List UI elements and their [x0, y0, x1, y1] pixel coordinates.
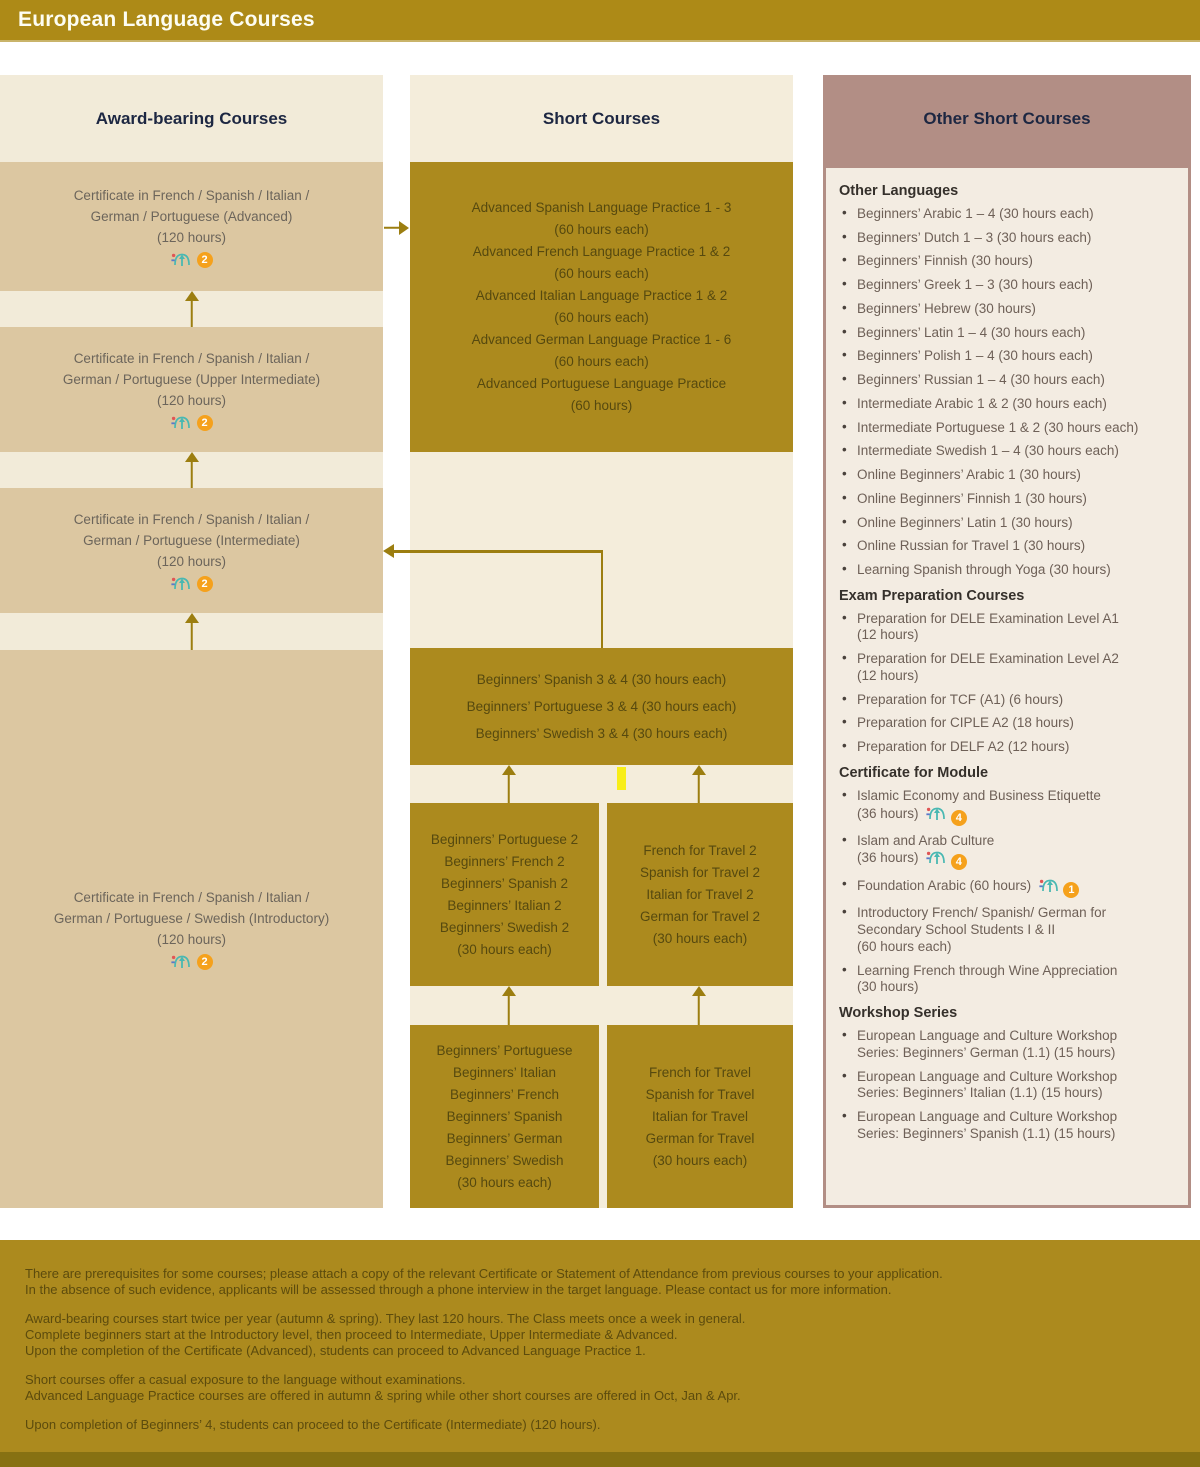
text-line: Advanced German Language Practice 1 - 6	[471, 332, 732, 347]
text-line: French for Travel	[648, 1064, 752, 1080]
text-line: Italian for Travel 2	[646, 886, 754, 902]
course-list-item: • Islam and Arab Culture (36 hours) 4	[842, 831, 995, 869]
course-list-item: • Preparation for DELE Examination Level A1 (12 hours)	[842, 609, 1119, 643]
level-badge: 2	[197, 954, 213, 970]
footer-paragraph	[25, 1417, 1175, 1433]
certificate-text-line: Certificate in French / Spanish / Italian /	[73, 511, 310, 527]
level-badge: 1	[1063, 882, 1079, 898]
text-line: Beginners’ Italian	[452, 1064, 557, 1080]
text-line: Advanced French Language Practice 1 & 2	[472, 244, 731, 259]
arrow-up-icon	[501, 765, 516, 803]
certificate-text-line: (120 hours)	[156, 932, 227, 947]
arrow-up-icon	[184, 291, 199, 327]
scholar-icon-slot	[171, 953, 192, 971]
text-line: Beginners’ Portuguese 2	[430, 831, 579, 847]
text-line: Upon completion of Beginners’ 4, students can proceed to the Certificate (Intermediate) (120 hours).	[25, 1417, 601, 1432]
section-certificate-for-module	[839, 765, 1175, 996]
icon-row	[171, 251, 213, 269]
level-badge: 2	[197, 415, 213, 431]
arrow-right-icon	[384, 220, 409, 235]
text-line: French for Travel 2	[643, 842, 757, 858]
bullet-icon: •	[842, 714, 847, 730]
text-line: (60 hours each)	[554, 222, 649, 237]
beginners-2-box	[410, 803, 599, 986]
text-line: Beginners’ French	[449, 1086, 560, 1102]
course-list-item: • Preparation for DELF A2 (12 hours)	[842, 738, 1070, 755]
connector-line	[601, 550, 604, 648]
beginners-1-box	[410, 1025, 599, 1208]
text-line: In the absence of such evidence, applicants will be assessed through a phone interview in the target language. Please contact us for more information.	[25, 1282, 892, 1297]
text-line: Upon the completion of the Certificate (Advanced), students can proceed to Advanced Language Practice 1.	[25, 1343, 646, 1358]
bullet-icon: •	[842, 1027, 847, 1043]
bullet-icon: •	[842, 537, 847, 553]
certificate-text-line: German / Portuguese (Advanced)	[90, 208, 293, 224]
beginners-3-4-box	[410, 648, 793, 765]
scholar-icon	[171, 414, 192, 430]
course-list-item: • Beginners’ Polish 1 – 4 (30 hours each)	[842, 347, 1093, 364]
scholar-icon	[171, 575, 192, 591]
award-column-title: Award-bearing Courses	[95, 109, 288, 128]
bullet-icon: •	[842, 323, 847, 339]
text-line: (60 hours each)	[554, 310, 649, 325]
course-list-item: • Online Beginners’ Latin 1 (30 hours)	[842, 513, 1073, 530]
bullet-icon: •	[842, 347, 847, 363]
text-line: Beginners’ German	[446, 1130, 563, 1146]
course-list-item: • Intermediate Portuguese 1 & 2 (30 hours each)	[842, 418, 1139, 435]
course-list-item: • Beginners’ Russian 1 – 4 (30 hours each)	[842, 371, 1105, 388]
yellow-highlight-mark	[617, 767, 626, 790]
bullet-icon: •	[842, 371, 847, 387]
bullet-icon: •	[842, 876, 847, 892]
scholar-icon	[926, 849, 947, 865]
course-list-item: • European Language and Culture Workshop Series: Beginners’ Spanish (1.1) (15 hours)	[842, 1107, 1118, 1141]
course-list-item: • European Language and Culture Workshop Series: Beginners’ Italian (1.1) (15 hours)	[842, 1067, 1118, 1101]
bullet-icon: •	[842, 276, 847, 292]
bullet-icon: •	[842, 513, 847, 529]
text-line: Beginners’ French 2	[444, 853, 565, 869]
text-line: Beginners’ Portuguese 3 & 4 (30 hours each)	[466, 699, 737, 714]
level-badge: 4	[951, 854, 967, 870]
course-list-item: • Beginners’ Dutch 1 – 3 (30 hours each)	[842, 228, 1092, 245]
footer-paragraph	[25, 1372, 1175, 1404]
course-list-item: • Beginners’ Greek 1 – 3 (30 hours each)	[842, 276, 1093, 293]
scholar-icon-slot	[171, 251, 192, 269]
course-list-item: • Islamic Economy and Business Etiquette (36 hours) 4	[842, 786, 1101, 824]
other-short-courses-panel	[823, 165, 1191, 1208]
section-workshop-series	[839, 1005, 1175, 1142]
bullet-icon: •	[842, 961, 847, 977]
bullet-icon: •	[842, 831, 847, 847]
course-list-item: • Beginners’ Hebrew (30 hours)	[842, 299, 1036, 316]
footer-notes	[0, 1240, 1200, 1452]
section-other-languages	[839, 183, 1175, 579]
short-column-title: Short Courses	[542, 109, 661, 128]
course-list-item: • Preparation for CIPLE A2 (18 hours)	[842, 714, 1074, 731]
course-list-item: • Online Russian for Travel 1 (30 hours)	[842, 537, 1086, 554]
bullet-icon: •	[842, 466, 847, 482]
section-heading: Workshop Series	[839, 1005, 958, 1022]
bullet-icon: •	[842, 1107, 847, 1123]
text-line: Complete beginners start at the Introductory level, then proceed to Intermediate, Upper Intermediate & Advanced.	[25, 1327, 678, 1342]
page-title: European Language Courses	[18, 8, 315, 31]
text-line: Italian for Travel	[651, 1108, 749, 1124]
certificate-text-line: (120 hours)	[156, 392, 227, 408]
bullet-icon: •	[842, 228, 847, 244]
course-list-item: • Intermediate Swedish 1 – 4 (30 hours each)	[842, 442, 1119, 459]
text-line: Beginners’ Swedish 2	[439, 919, 570, 935]
course-list-item: • Introductory French/ Spanish/ German for Secondary School Students I & II (60 hours each)	[842, 904, 1107, 954]
icon-row	[171, 575, 213, 593]
level-badge: 4	[951, 810, 967, 826]
certificate-text-line: (120 hours)	[156, 229, 227, 245]
arrow-left-icon	[383, 544, 394, 558]
course-list	[839, 788, 1175, 996]
course-list-item: • Beginners’ Arabic 1 – 4 (30 hours each)	[842, 205, 1094, 221]
text-line: (30 hours each)	[652, 1152, 748, 1168]
text-line: Beginners’ Italian 2	[447, 897, 562, 913]
other-column-title: Other Short Courses	[923, 109, 1091, 128]
bullet-icon: •	[842, 650, 847, 666]
certificate-text-line: (120 hours)	[156, 553, 227, 569]
certificate-text-line: German / Portuguese / Swedish (Introductory)	[53, 911, 330, 926]
section-exam-preparation	[839, 588, 1175, 756]
text-line: German for Travel	[645, 1130, 755, 1146]
section-heading: Exam Preparation Courses	[839, 587, 1025, 604]
text-line: Advanced Italian Language Practice 1 & 2	[475, 288, 728, 303]
text-line: (30 hours each)	[652, 930, 748, 946]
course-list-item: • Learning Spanish through Yoga (30 hours)	[842, 561, 1111, 578]
footer-paragraph	[25, 1311, 1175, 1359]
course-list-item: • Beginners’ Finnish (30 hours)	[842, 252, 1033, 269]
text-line: Beginners’ Swedish 3 & 4 (30 hours each)	[475, 726, 728, 741]
text-line: Advanced Spanish Language Practice 1 - 3	[471, 200, 732, 215]
arrow-up-icon	[184, 613, 199, 650]
bullet-icon: •	[842, 738, 847, 754]
text-line: Award-bearing courses start twice per year (autumn & spring). They last 120 hours. The Class meets once a week in general.	[25, 1311, 746, 1326]
travel-1-box	[607, 1025, 793, 1208]
scholar-icon	[171, 251, 192, 267]
text-line: Short courses offer a casual exposure to the language without examinations.	[25, 1372, 466, 1387]
course-list-item: • Intermediate Arabic 1 & 2 (30 hours each)	[842, 394, 1107, 411]
level-badge: 2	[197, 576, 213, 592]
course-list-item: • Learning French through Wine Appreciation (30 hours)	[842, 961, 1118, 995]
scholar-icon	[171, 953, 192, 969]
certificate-box-introductory	[0, 650, 383, 1208]
scholar-icon-slot	[171, 575, 192, 593]
page-header-bar	[0, 0, 1200, 42]
connector-line	[394, 550, 603, 553]
bullet-icon: •	[842, 609, 847, 625]
scholar-icon-slot	[171, 414, 192, 432]
text-line: (60 hours each)	[554, 266, 649, 281]
course-list-item: • Online Beginners’ Finnish 1 (30 hours)	[842, 489, 1087, 506]
text-line: Spanish for Travel	[645, 1086, 755, 1102]
text-line: Beginners’ Spanish 3 & 4 (30 hours each)	[476, 672, 727, 687]
bullet-icon: •	[842, 1067, 847, 1083]
text-line: (60 hours each)	[554, 354, 649, 369]
text-line: Advanced Language Practice courses are offered in autumn & spring while other short courses are offered in Oct, Jan & Apr.	[25, 1388, 741, 1403]
footer-paragraph	[25, 1266, 1175, 1298]
bullet-icon: •	[842, 786, 847, 802]
arrow-up-icon	[184, 452, 199, 488]
bullet-icon: •	[842, 299, 847, 315]
bullet-icon: •	[842, 561, 847, 577]
level-badge: 2	[197, 252, 213, 268]
course-list-item: • Online Beginners’ Arabic 1 (30 hours)	[842, 466, 1081, 483]
course-list	[839, 1028, 1175, 1142]
bullet-icon: •	[842, 904, 847, 920]
text-line: Spanish for Travel 2	[639, 864, 761, 880]
bullet-icon: •	[842, 394, 847, 410]
certificate-text-line: Certificate in French / Spanish / Italian /	[73, 890, 310, 905]
travel-2-box	[607, 803, 793, 986]
icon-row	[171, 414, 213, 432]
certificate-text-line: Certificate in French / Spanish / Italian /	[73, 187, 310, 203]
certificate-box-upper-intermediate	[0, 327, 383, 452]
course-list-item: • Foundation Arabic (60 hours) 1	[839, 877, 1175, 898]
text-line: (30 hours each)	[457, 1174, 552, 1190]
course-list-item: • Preparation for DELE Examination Level A2 (12 hours)	[842, 650, 1119, 683]
arrow-up-icon	[691, 765, 706, 803]
text-line: German for Travel 2	[639, 908, 761, 924]
scholar-icon	[1039, 877, 1060, 893]
text-line: Beginners’ Spanish	[446, 1108, 563, 1124]
certificate-text-line: German / Portuguese (Intermediate)	[83, 532, 300, 548]
text-line: (60 hours)	[570, 398, 633, 413]
certificate-text-line: Certificate in French / Spanish / Italian /	[73, 350, 310, 366]
bullet-icon: •	[842, 418, 847, 434]
text-line: Beginners’ Spanish 2	[440, 875, 569, 891]
icon-row	[171, 953, 213, 971]
scholar-icon	[926, 805, 947, 821]
course-list-item: • Beginners’ Latin 1 – 4 (30 hours each)	[842, 323, 1086, 340]
arrow-up-icon	[501, 986, 516, 1025]
bullet-icon: •	[842, 442, 847, 458]
course-list	[839, 611, 1175, 756]
bullet-icon: •	[842, 690, 847, 706]
bullet-icon: •	[842, 252, 847, 268]
text-line: (30 hours each)	[457, 941, 552, 957]
certificate-box-intermediate	[0, 488, 383, 613]
text-line: There are prerequisites for some courses; please attach a copy of the relevant Certificate or Statement of Attendance from previous courses to your application.	[25, 1266, 943, 1281]
bottom-bar	[0, 1452, 1200, 1467]
section-heading: Certificate for Module	[839, 764, 989, 781]
bullet-icon: •	[842, 205, 847, 220]
text-line: Beginners’ Portuguese	[436, 1042, 573, 1058]
text-line: Beginners’ Swedish	[445, 1152, 564, 1168]
course-list	[839, 206, 1175, 579]
advanced-practice-box	[410, 162, 793, 452]
section-heading: Other Languages	[839, 183, 959, 199]
bullet-icon: •	[842, 489, 847, 505]
course-list-item: • European Language and Culture Workshop Series: Beginners’ German (1.1) (15 hours)	[842, 1027, 1118, 1060]
certificate-text-line: German / Portuguese (Upper Intermediate)	[62, 371, 321, 387]
text-line: Advanced Portuguese Language Practice	[476, 376, 727, 391]
arrow-up-icon	[691, 986, 706, 1025]
certificate-box-advanced	[0, 162, 383, 291]
course-list-item: • Preparation for TCF (A1) (6 hours)	[842, 690, 1064, 707]
